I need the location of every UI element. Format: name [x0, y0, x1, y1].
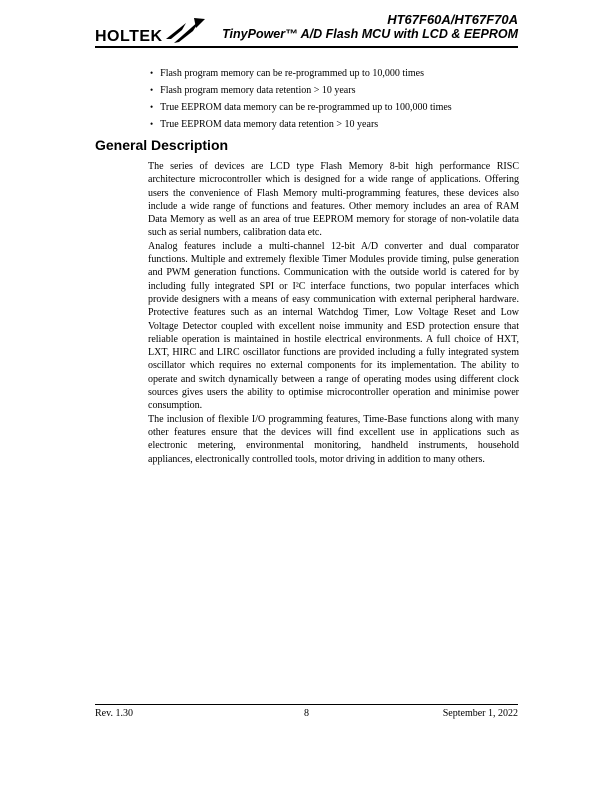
feature-text: Flash program memory data retention > 10 years	[160, 85, 356, 96]
general-description-body	[148, 160, 519, 466]
bullet-icon: •	[150, 85, 154, 95]
feature-list	[150, 65, 522, 133]
feature-item	[150, 116, 522, 133]
header-divider	[95, 46, 518, 48]
paragraph: The inclusion of flexible I/O programming features, Time-Base functions along with many other features ensure that the devices will find excellent use in applications such as electronic metering, environmental monitoring, handheld instruments, household appliances, electronically controlled tools, motor driving in addition to many others.	[148, 413, 519, 465]
feature-text: True EEPROM data memory can be re-programmed up to 100,000 times	[160, 102, 452, 113]
feature-item	[150, 65, 522, 82]
page-header	[95, 12, 518, 46]
revision-label: Rev. 1.30	[95, 708, 133, 719]
section-title-general-description: General Description	[95, 137, 229, 153]
page-number: 8	[304, 708, 309, 719]
holtek-logo	[95, 12, 205, 46]
feature-item	[150, 82, 522, 99]
page-footer	[95, 708, 518, 719]
feature-text: True EEPROM data memory data retention > 10 years	[160, 119, 379, 130]
bullet-icon: •	[150, 68, 154, 78]
footer-date: September 1, 2022	[442, 708, 518, 719]
feature-text: Flash program memory can be re-programmed up to 10,000 times	[160, 68, 424, 79]
holtek-logo-text: HOLTEK	[95, 28, 163, 45]
paragraph: Analog features include a multi-channel 12-bit A/D converter and dual comparator functions. Multiple and extremely flexible Timer Modules provide timing, pulse generation and PWM generation functions. Communication with the outside world is catered for by including fully integrated SPI or I²C interface functions, two popular interfaces which provide designers with a means of easy communication with external peripheral hardware. Protective features such as an internal Watchdog Timer, Low Voltage Reset and Low Voltage Detector coupled with excellent noise immunity and ESD protection ensure that reliable operation is maintained in hostile electrical environments. A full choice of HXT, LXT, HIRC and LIRC oscillator functions are provided including a fully integrated system oscillator which requires no external components for its implementation. The ability to operate and switch dynamically between a range of operating modes using different clock sources gives users the ability to optimise microcontroller operation and minimise power consumption.	[148, 240, 519, 412]
paragraph: The series of devices are LCD type Flash Memory 8-bit high performance RISC architecture microcontroller which is designed for a wide range of applications. Offering users the convenience of Flash Memory multi-programming features, these devices also include a wide range of functions and features. Other memory includes an area of RAM Data Memory as well as an area of true EEPROM memory for storage of non-volatile data such as serial numbers, calibration data etc.	[148, 161, 519, 239]
holtek-arrow-icon	[165, 18, 205, 44]
title-block	[222, 12, 518, 42]
bullet-icon: •	[150, 119, 154, 129]
bullet-icon: •	[150, 102, 154, 112]
footer-divider	[95, 704, 518, 705]
product-subtitle: TinyPower™ A/D Flash MCU with LCD & EEPROM	[222, 27, 518, 41]
part-number: HT67F60A/HT67F70A	[387, 12, 518, 27]
feature-item	[150, 99, 522, 116]
